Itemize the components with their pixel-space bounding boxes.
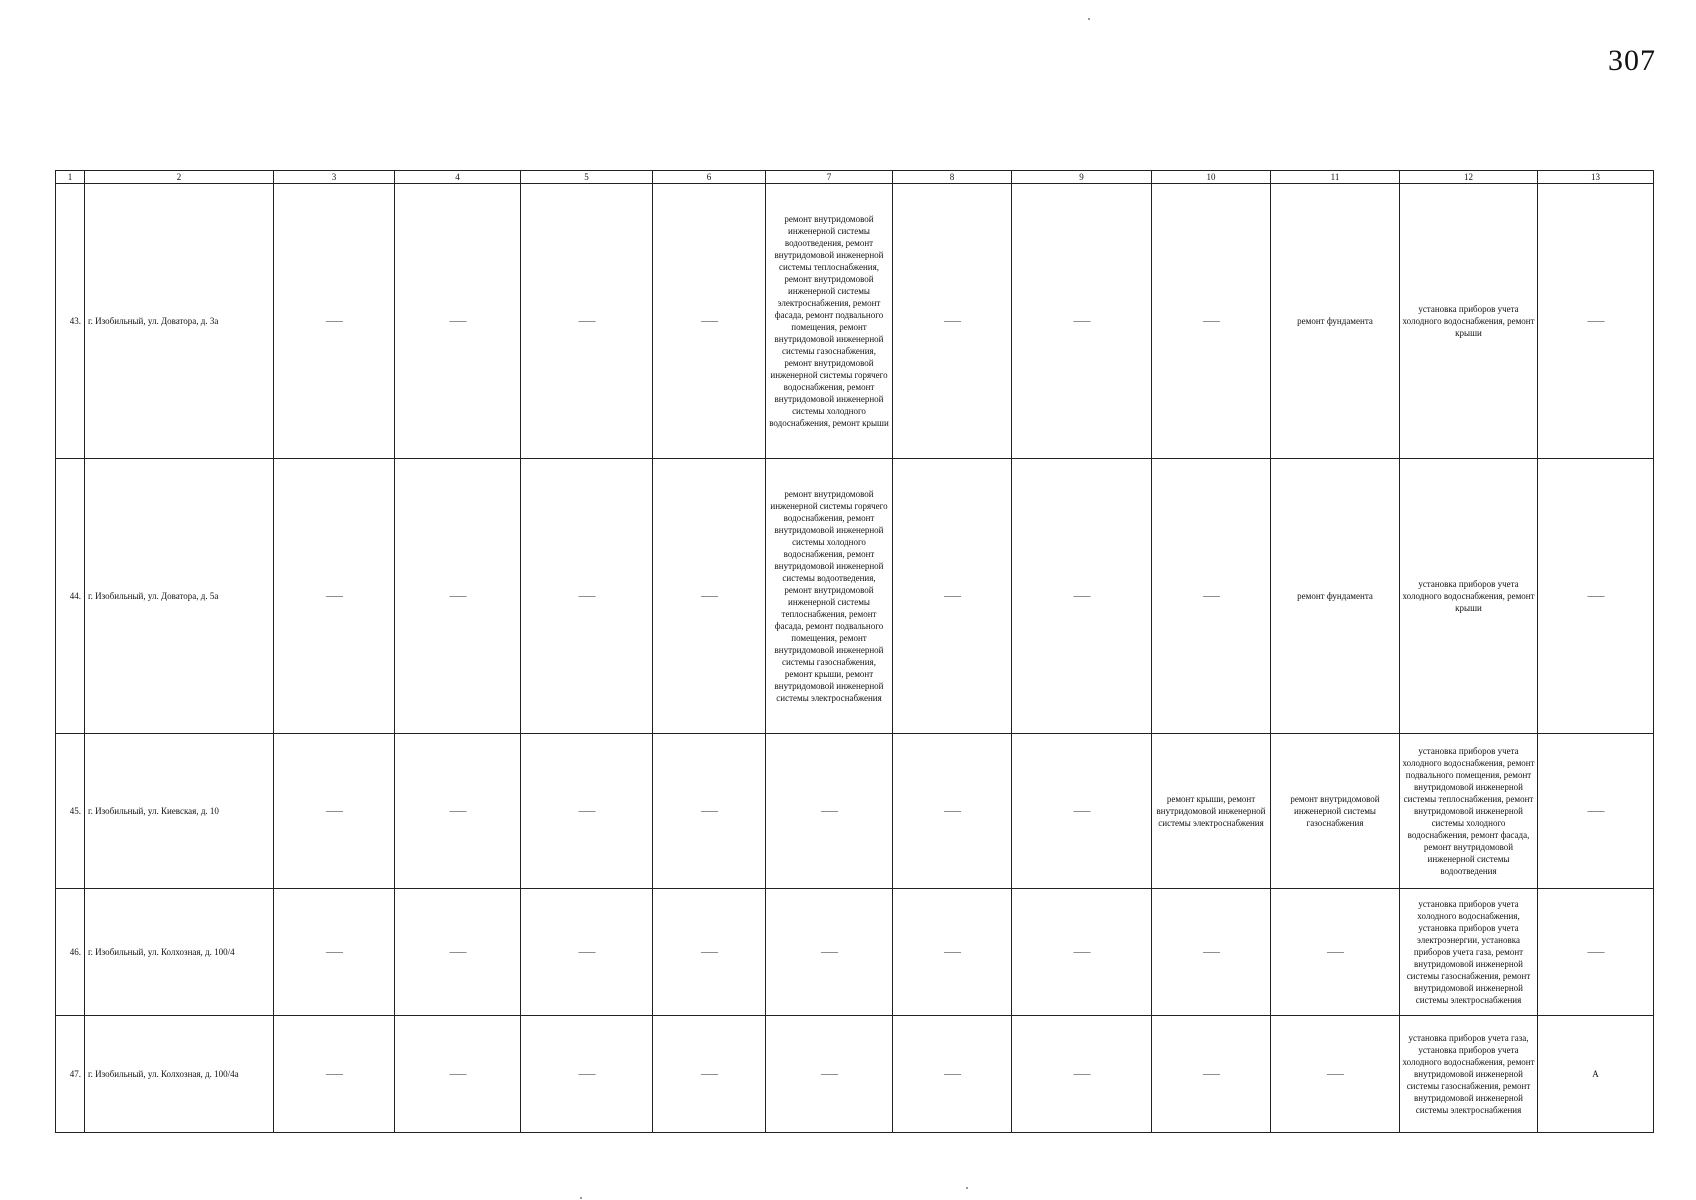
building-address: г. Изобильный, ул. Киевская, д. 10 [85, 734, 274, 889]
cell-value: —— [274, 734, 395, 889]
work-list: установка приборов учета холодного водоснабжения, установка приборов учета электроэнергии, установка приборов учета газа, ремонт внутридомовой инженерной системы газоснабжения, ремонт внутридомовой инженерной системы электроснабжения [1400, 889, 1538, 1016]
cell-value: —— [893, 889, 1012, 1016]
cell-value: —— [766, 1016, 893, 1133]
building-address: г. Изобильный, ул. Колхозная, д. 100/4а [85, 1016, 274, 1133]
row-number: 43. [56, 184, 85, 459]
cell-value: —— [1152, 889, 1271, 1016]
work-list: ремонт внутридомовой инженерной системы газоснабжения [1271, 734, 1400, 889]
cell-value: —— [653, 459, 766, 734]
cell-value: А [1538, 1016, 1654, 1133]
column-header: 1 [56, 171, 85, 184]
row-number: 44. [56, 459, 85, 734]
cell-value: —— [1012, 734, 1152, 889]
cell-value: —— [1012, 459, 1152, 734]
table-row [56, 1016, 1654, 1133]
cell-value: —— [1538, 184, 1654, 459]
table-row [56, 459, 1654, 734]
work-list: установка приборов учета газа, установка приборов учета холодного водоснабжения, ремонт внутридомовой инженерной системы газоснабжения, ремонт внутридомовой инженерной системы электроснабжения [1400, 1016, 1538, 1133]
column-header: 5 [521, 171, 653, 184]
cell-value: —— [766, 889, 893, 1016]
work-list: ремонт внутридомовой инженерной системы горячего водоснабжения, ремонт внутридомовой инженерной системы холодного водоснабжения, ремонт внутридомовой инженерной системы водоотведения, ремонт внутридомовой инженерной системы теплоснабжения, ремонт фасада, ремонт подвального помещения, ремонт внутридомовой инженерной системы газоснабжения, ремонт крыши, ремонт внутридомовой инженерной системы электроснабжения [766, 459, 893, 734]
row-number: 47. [56, 1016, 85, 1133]
cell-value: —— [521, 459, 653, 734]
cell-value: —— [653, 1016, 766, 1133]
cell-value: —— [395, 184, 521, 459]
cell-value: —— [1152, 184, 1271, 459]
cell-value: —— [521, 734, 653, 889]
column-header: 9 [1012, 171, 1152, 184]
column-header: 11 [1271, 171, 1400, 184]
cell-value: —— [1271, 889, 1400, 1016]
cell-value: —— [274, 459, 395, 734]
table-row [56, 889, 1654, 1016]
cell-value: —— [1012, 184, 1152, 459]
page-number: 307 [1608, 44, 1656, 77]
cell-value: —— [1152, 1016, 1271, 1133]
cell-value: —— [395, 889, 521, 1016]
work-list: ремонт фундамента [1271, 184, 1400, 459]
cell-value: —— [893, 459, 1012, 734]
table-row [56, 734, 1654, 889]
cell-value: —— [766, 734, 893, 889]
column-header: 2 [85, 171, 274, 184]
scan-speck [966, 1187, 968, 1189]
work-list: установка приборов учета холодного водоснабжения, ремонт подвального помещения, ремонт внутридомовой инженерной системы теплоснабжения, ремонт внутридомовой инженерной системы холодного водоснабжения, ремонт фасада, ремонт внутридомовой инженерной системы водоотведения [1400, 734, 1538, 889]
cell-value: —— [521, 889, 653, 1016]
column-header: 13 [1538, 171, 1654, 184]
cell-value: —— [653, 734, 766, 889]
cell-value: —— [521, 1016, 653, 1133]
cell-value: —— [274, 1016, 395, 1133]
repair-schedule-table [55, 170, 1654, 1133]
work-list: ремонт внутридомовой инженерной системы водоотведения, ремонт внутридомовой инженерной системы теплоснабжения, ремонт внутридомовой инженерной системы электроснабжения, ремонт фасада, ремонт подвального помещения, ремонт внутридомовой инженерной системы газоснабжения, ремонт внутридомовой инженерной системы горячего водоснабжения, ремонт внутридомовой инженерной системы холодного водоснабжения, ремонт крыши [766, 184, 893, 459]
work-list: установка приборов учета холодного водоснабжения, ремонт крыши [1400, 459, 1538, 734]
cell-value: —— [1538, 459, 1654, 734]
column-header: 12 [1400, 171, 1538, 184]
work-list: установка приборов учета холодного водоснабжения, ремонт крыши [1400, 184, 1538, 459]
cell-value: —— [1271, 1016, 1400, 1133]
cell-value: —— [1538, 734, 1654, 889]
cell-value: —— [1152, 459, 1271, 734]
cell-value: —— [521, 184, 653, 459]
row-number: 46. [56, 889, 85, 1016]
building-address: г. Изобильный, ул. Доватора, д. 5а [85, 459, 274, 734]
column-number-row [56, 171, 1654, 184]
row-number: 45. [56, 734, 85, 889]
column-header: 7 [766, 171, 893, 184]
cell-value: —— [893, 734, 1012, 889]
cell-value: —— [395, 1016, 521, 1133]
cell-value: —— [1012, 1016, 1152, 1133]
cell-value: —— [893, 184, 1012, 459]
cell-value: —— [1012, 889, 1152, 1016]
column-header: 4 [395, 171, 521, 184]
column-header: 3 [274, 171, 395, 184]
column-header: 8 [893, 171, 1012, 184]
scan-speck [580, 1197, 582, 1199]
column-header: 6 [653, 171, 766, 184]
work-list: ремонт фундамента [1271, 459, 1400, 734]
cell-value: —— [653, 889, 766, 1016]
cell-value: —— [274, 889, 395, 1016]
cell-value: —— [1538, 889, 1654, 1016]
cell-value: —— [395, 459, 521, 734]
table-row [56, 184, 1654, 459]
cell-value: —— [653, 184, 766, 459]
cell-value: —— [274, 184, 395, 459]
cell-value: —— [395, 734, 521, 889]
scan-speck [1088, 18, 1090, 20]
building-address: г. Изобильный, ул. Колхозная, д. 100/4 [85, 889, 274, 1016]
column-header: 10 [1152, 171, 1271, 184]
work-list: ремонт крыши, ремонт внутридомовой инженерной системы электроснабжения [1152, 734, 1271, 889]
building-address: г. Изобильный, ул. Доватора, д. 3а [85, 184, 274, 459]
cell-value: —— [893, 1016, 1012, 1133]
